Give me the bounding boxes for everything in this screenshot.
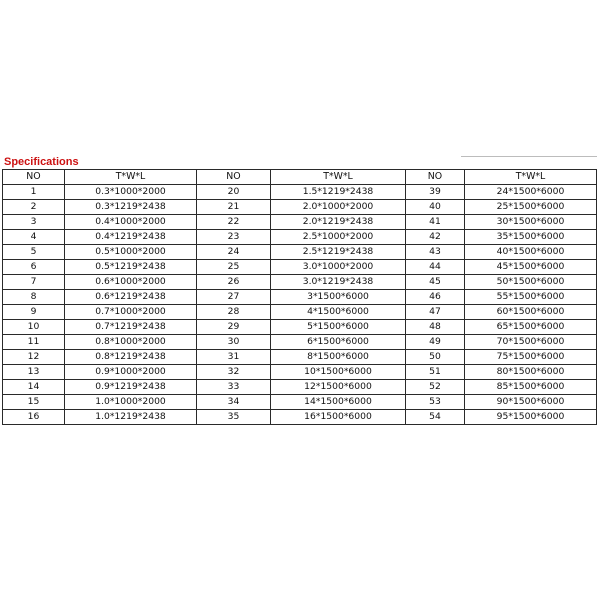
- cell-no-2: 20: [197, 185, 271, 200]
- cell-twl-2: 2.5*1219*2438: [271, 245, 406, 260]
- table-row: [3, 395, 597, 410]
- cell-no-2: 24: [197, 245, 271, 260]
- cell-no-1: 3: [3, 215, 65, 230]
- table-row: [3, 365, 597, 380]
- cell-no-3: 44: [406, 260, 465, 275]
- cell-twl-1: 0.7*1219*2438: [65, 320, 197, 335]
- table-row: [3, 275, 597, 290]
- cell-no-2: 32: [197, 365, 271, 380]
- cell-twl-1: 0.3*1000*2000: [65, 185, 197, 200]
- cell-twl-3: 70*1500*6000: [465, 335, 597, 350]
- cell-no-3: 51: [406, 365, 465, 380]
- table-row: [3, 230, 597, 245]
- cell-twl-3: 30*1500*6000: [465, 215, 597, 230]
- cell-twl-2: 3.0*1000*2000: [271, 260, 406, 275]
- table-row: [3, 200, 597, 215]
- cell-twl-1: 0.9*1000*2000: [65, 365, 197, 380]
- cell-no-3: 42: [406, 230, 465, 245]
- cell-no-1: 10: [3, 320, 65, 335]
- cell-twl-1: 0.5*1219*2438: [65, 260, 197, 275]
- table-row: [3, 350, 597, 365]
- table-body: [3, 185, 597, 425]
- cell-no-2: 23: [197, 230, 271, 245]
- cell-no-2: 28: [197, 305, 271, 320]
- cell-twl-2: 2.0*1219*2438: [271, 215, 406, 230]
- cell-twl-1: 0.3*1219*2438: [65, 200, 197, 215]
- cell-twl-2: 3*1500*6000: [271, 290, 406, 305]
- cell-twl-1: 0.7*1000*2000: [65, 305, 197, 320]
- cell-twl-1: 0.8*1000*2000: [65, 335, 197, 350]
- table-header-row: [3, 170, 597, 185]
- cell-twl-2: 4*1500*6000: [271, 305, 406, 320]
- cell-no-3: 49: [406, 335, 465, 350]
- table-row: [3, 320, 597, 335]
- cell-twl-3: 24*1500*6000: [465, 185, 597, 200]
- cell-twl-2: 14*1500*6000: [271, 395, 406, 410]
- cell-no-2: 33: [197, 380, 271, 395]
- cell-twl-1: 0.9*1219*2438: [65, 380, 197, 395]
- table-row: [3, 380, 597, 395]
- cell-twl-3: 75*1500*6000: [465, 350, 597, 365]
- cell-no-2: 29: [197, 320, 271, 335]
- cell-twl-3: 25*1500*6000: [465, 200, 597, 215]
- table-row: [3, 260, 597, 275]
- cell-twl-2: 2.5*1000*2000: [271, 230, 406, 245]
- cell-no-2: 30: [197, 335, 271, 350]
- cell-no-1: 13: [3, 365, 65, 380]
- cell-twl-2: 6*1500*6000: [271, 335, 406, 350]
- cell-twl-1: 0.8*1219*2438: [65, 350, 197, 365]
- cell-twl-1: 0.6*1000*2000: [65, 275, 197, 290]
- cell-twl-3: 45*1500*6000: [465, 260, 597, 275]
- header-twl-2: T*W*L: [271, 170, 406, 185]
- table-row: [3, 245, 597, 260]
- specifications-table: [2, 169, 597, 425]
- header-no-1: NO: [3, 170, 65, 185]
- cell-twl-3: 55*1500*6000: [465, 290, 597, 305]
- cell-no-3: 48: [406, 320, 465, 335]
- cell-no-3: 40: [406, 200, 465, 215]
- cell-no-3: 41: [406, 215, 465, 230]
- cell-twl-3: 95*1500*6000: [465, 410, 597, 425]
- cell-no-1: 7: [3, 275, 65, 290]
- cell-twl-1: 1.0*1000*2000: [65, 395, 197, 410]
- table-row: [3, 185, 597, 200]
- table-row: [3, 305, 597, 320]
- cell-twl-3: 80*1500*6000: [465, 365, 597, 380]
- cell-twl-3: 65*1500*6000: [465, 320, 597, 335]
- cell-twl-1: 0.4*1000*2000: [65, 215, 197, 230]
- header-divider: [461, 156, 597, 157]
- cell-no-1: 6: [3, 260, 65, 275]
- cell-no-3: 46: [406, 290, 465, 305]
- cell-twl-3: 60*1500*6000: [465, 305, 597, 320]
- cell-no-1: 14: [3, 380, 65, 395]
- cell-twl-1: 0.6*1219*2438: [65, 290, 197, 305]
- cell-no-1: 8: [3, 290, 65, 305]
- cell-no-1: 2: [3, 200, 65, 215]
- cell-twl-1: 0.5*1000*2000: [65, 245, 197, 260]
- table-row: [3, 290, 597, 305]
- cell-no-3: 50: [406, 350, 465, 365]
- cell-no-2: 25: [197, 260, 271, 275]
- cell-twl-3: 50*1500*6000: [465, 275, 597, 290]
- cell-no-2: 34: [197, 395, 271, 410]
- cell-no-1: 11: [3, 335, 65, 350]
- cell-no-3: 43: [406, 245, 465, 260]
- cell-twl-2: 3.0*1219*2438: [271, 275, 406, 290]
- cell-twl-2: 10*1500*6000: [271, 365, 406, 380]
- section-title: Specifications: [4, 156, 79, 168]
- cell-no-1: 15: [3, 395, 65, 410]
- cell-no-1: 1: [3, 185, 65, 200]
- cell-no-2: 22: [197, 215, 271, 230]
- header-no-3: NO: [406, 170, 465, 185]
- cell-twl-3: 35*1500*6000: [465, 230, 597, 245]
- cell-no-1: 16: [3, 410, 65, 425]
- cell-no-3: 52: [406, 380, 465, 395]
- cell-no-2: 21: [197, 200, 271, 215]
- cell-no-3: 54: [406, 410, 465, 425]
- cell-twl-2: 5*1500*6000: [271, 320, 406, 335]
- header-no-2: NO: [197, 170, 271, 185]
- cell-no-2: 27: [197, 290, 271, 305]
- cell-twl-1: 0.4*1219*2438: [65, 230, 197, 245]
- cell-no-3: 47: [406, 305, 465, 320]
- cell-twl-2: 8*1500*6000: [271, 350, 406, 365]
- cell-no-1: 12: [3, 350, 65, 365]
- cell-no-1: 5: [3, 245, 65, 260]
- cell-no-2: 35: [197, 410, 271, 425]
- table-row: [3, 410, 597, 425]
- header-twl-3: T*W*L: [465, 170, 597, 185]
- cell-no-1: 9: [3, 305, 65, 320]
- cell-no-2: 31: [197, 350, 271, 365]
- cell-twl-1: 1.0*1219*2438: [65, 410, 197, 425]
- cell-twl-2: 12*1500*6000: [271, 380, 406, 395]
- cell-no-1: 4: [3, 230, 65, 245]
- cell-no-3: 45: [406, 275, 465, 290]
- cell-no-2: 26: [197, 275, 271, 290]
- cell-twl-2: 1.5*1219*2438: [271, 185, 406, 200]
- cell-no-3: 53: [406, 395, 465, 410]
- header-twl-1: T*W*L: [65, 170, 197, 185]
- cell-no-3: 39: [406, 185, 465, 200]
- table-row: [3, 335, 597, 350]
- cell-twl-2: 16*1500*6000: [271, 410, 406, 425]
- cell-twl-3: 90*1500*6000: [465, 395, 597, 410]
- specifications-section: [0, 153, 600, 422]
- cell-twl-3: 85*1500*6000: [465, 380, 597, 395]
- table-row: [3, 215, 597, 230]
- cell-twl-3: 40*1500*6000: [465, 245, 597, 260]
- cell-twl-2: 2.0*1000*2000: [271, 200, 406, 215]
